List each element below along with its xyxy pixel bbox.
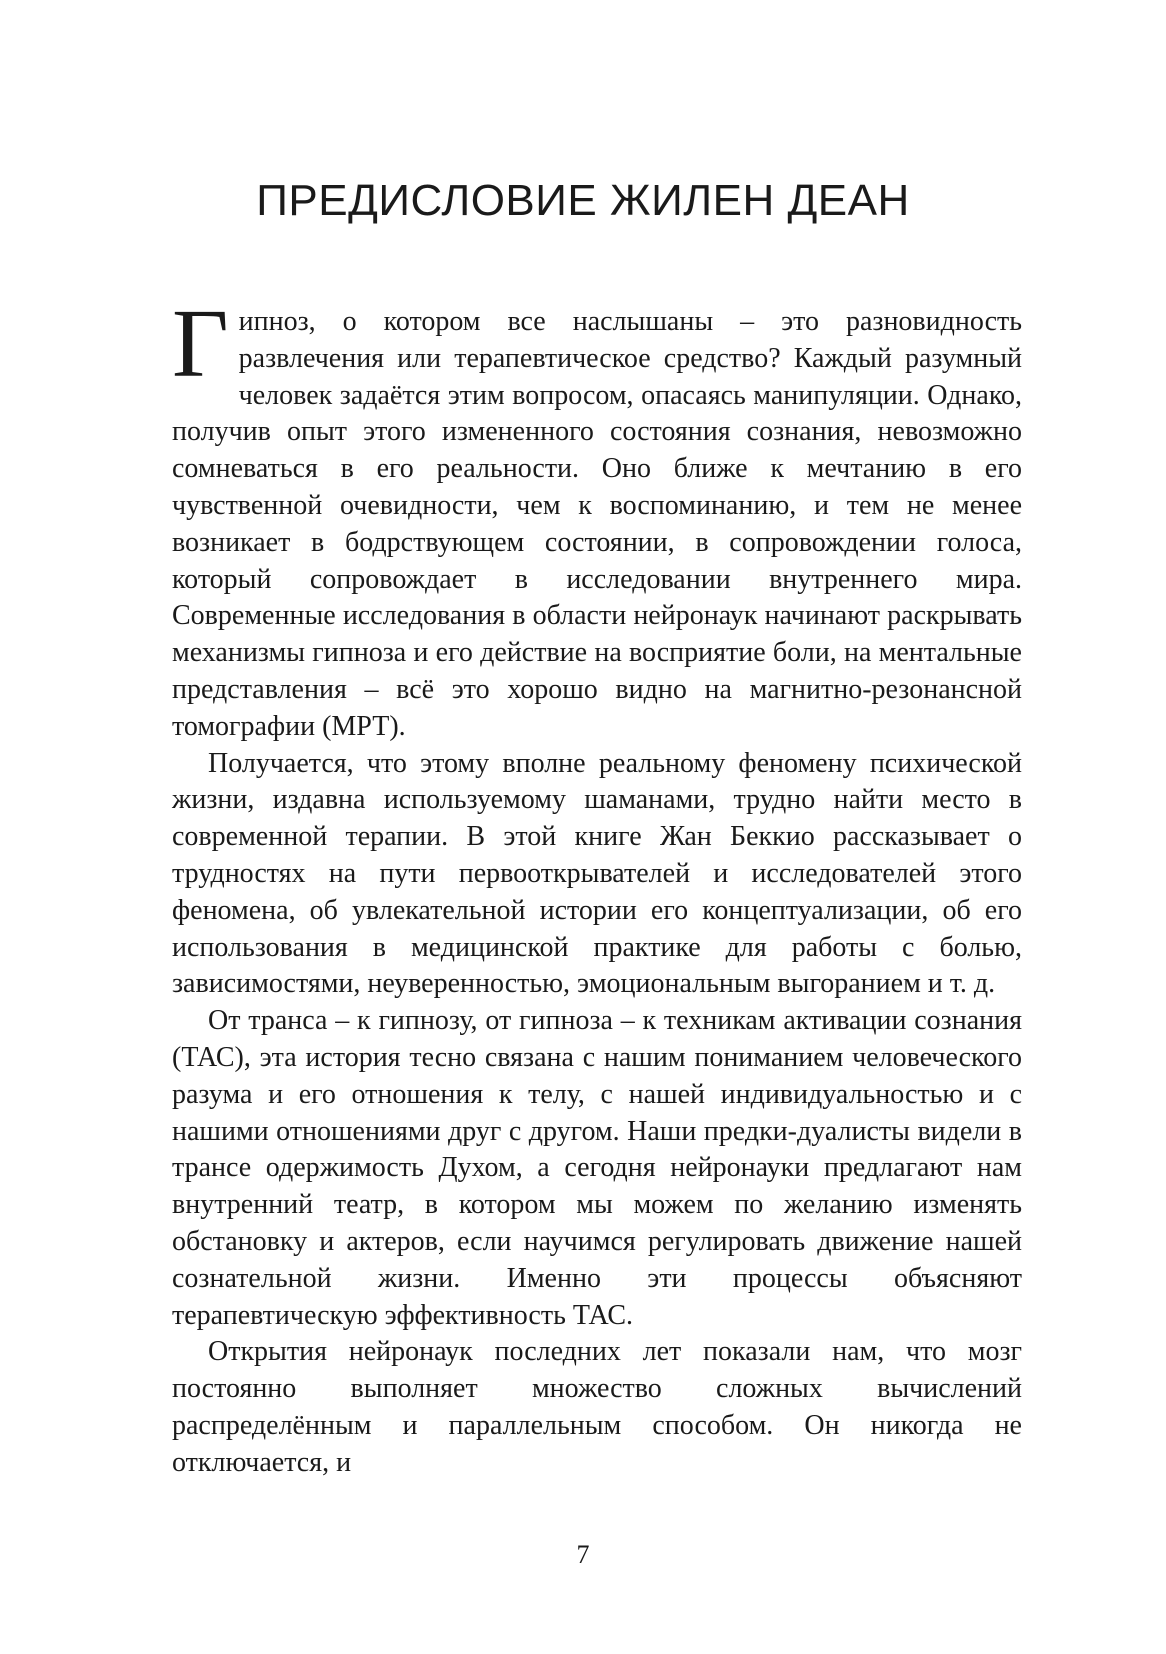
page-number: 7	[576, 1540, 590, 1569]
paragraph-1	[172, 290, 1022, 746]
chapter-title: ПРЕДИСЛОВИЕ ЖИЛЕН ДЕАН	[256, 176, 910, 225]
paragraph-2: Получается, что этому вполне реальному феномену психической жизни, издавна используемому шаманами, трудно найти место в современной терапии. В этой книге Жан Беккио рассказывает о трудностях на пути первооткрывателей и исследователей этого феномена, об увлекательной истории его концептуализации, об его использования в медицинской практике для работы с болью, зависимостями, неуверенностью, эмоциональным выгоранием и т. д.	[172, 747, 1022, 1000]
body-text	[172, 290, 1022, 1482]
paragraph-4: Открытия нейронаук последних лет показали нам, что мозг постоянно выполняет множество сложных вычислений распределённым и параллельным способом. Он никогда не отключается, и	[172, 1336, 1022, 1478]
drop-cap: Г	[172, 290, 229, 398]
paragraph-3: От транса – к гипнозу, от гипноза – к техникам активации сознания (ТАС), эта история тесно связана с нашим пониманием человеческого разума и его отношения к телу, с нашей индивидуальностью и с нашими отношениями друг с другом. Наши предки-дуалисты видели в трансе одержимость Духом, а сегодня нейронауки предлагают нам внутренний театр, в котором мы можем по желанию изменять обстановку и актеров, если научимся регулировать движение нашей сознательной жизни. Именно эти процессы объясняют терапевтическую эффективность ТАС.	[172, 1005, 1022, 1331]
paragraph-1-text: ипноз, о котором все наслышаны – это разновидность развлечения или терапевтическое средство? Каждый разумный человек задаётся этим вопросом, опасаясь манипуляции. Однако, получив опыт этого измененного состояния сознания, невозможно сомневаться в его реальности. Оно ближе к мечтанию в его чувственной очевидности, чем к воспоминанию, и тем не менее возникает в бодрствующем состоянии, в сопровождении голоса, который сопровождает в исследовании внутреннего мира. Современные исследования в области нейронаук начинают раскрывать механизмы гипноза и его действие на восприятие боли, на ментальные представления – всё это хорошо видно на магнитно-резонансной томографии (МРТ).	[172, 306, 1022, 742]
